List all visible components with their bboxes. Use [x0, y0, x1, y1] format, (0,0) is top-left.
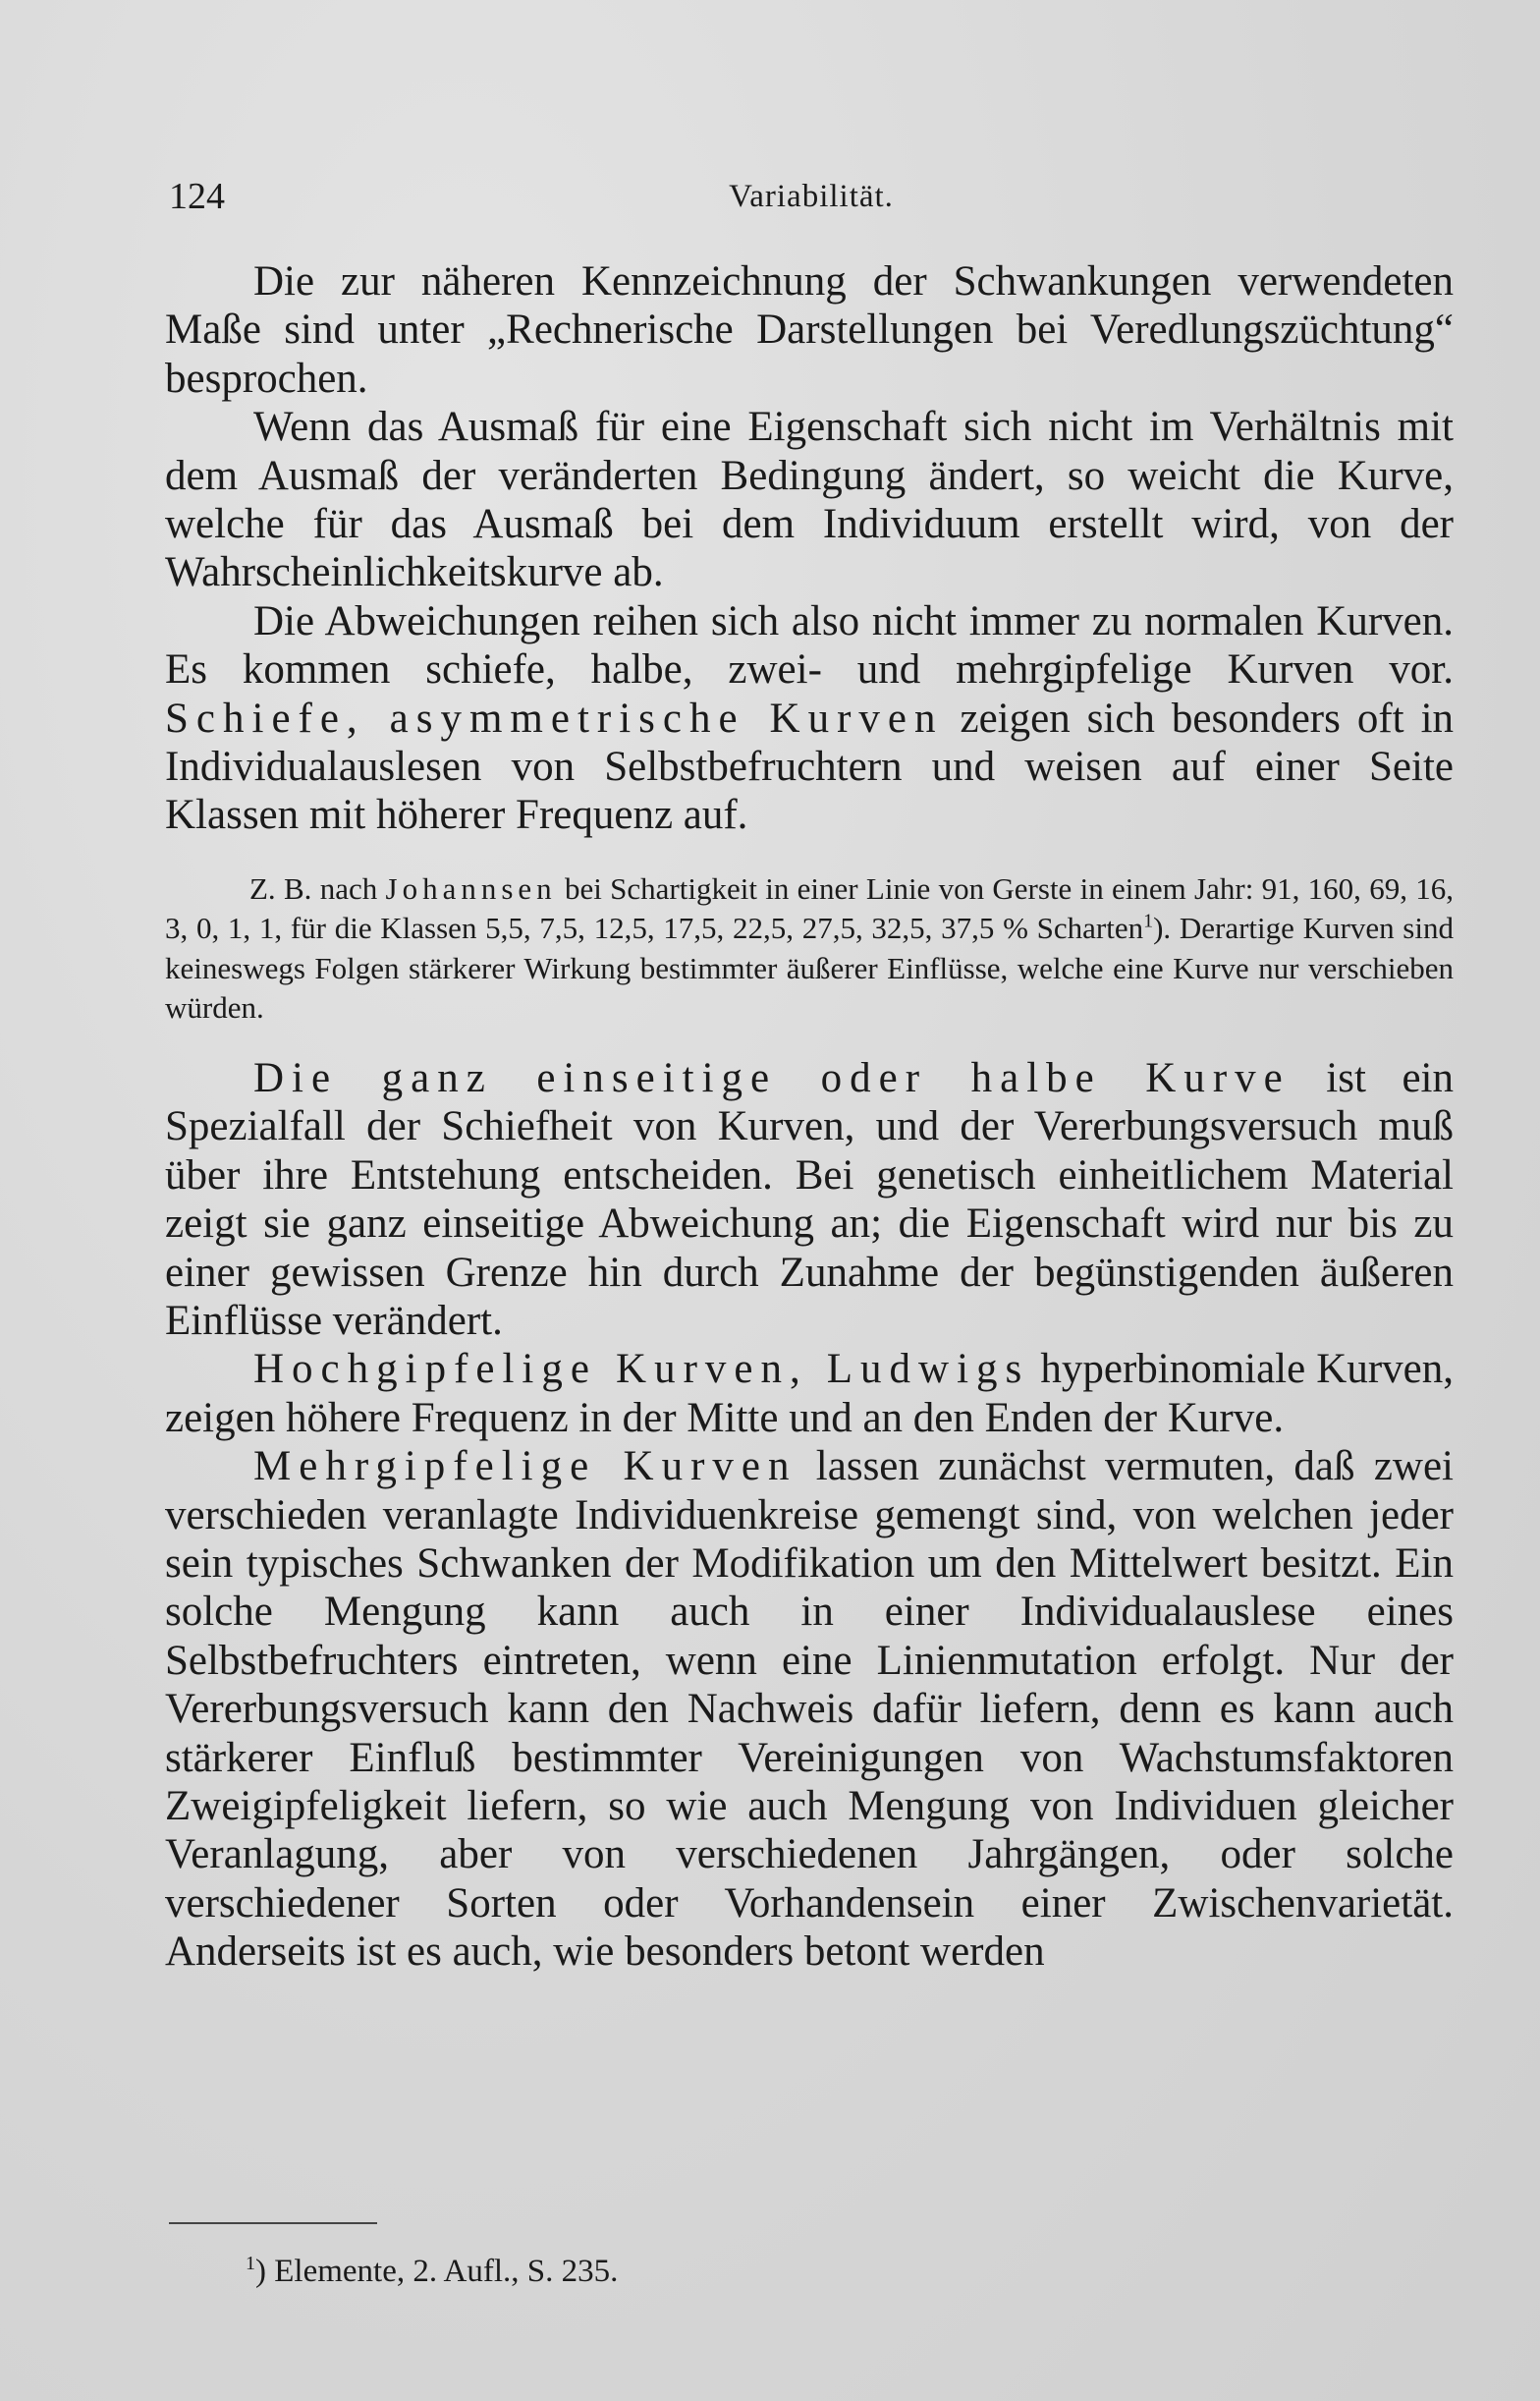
footnote: [246, 2254, 618, 2290]
paragraph-5-emphasis: Hochgipfelige Kurven, Ludwigs: [253, 1346, 1030, 1393]
footnote-reference: 1: [1143, 911, 1154, 933]
note-paragraph: [165, 869, 1454, 1029]
paragraph-3-text-b: zeigen sich besonders oft in Individualauslesen von Selbstbefruchtern und weisen auf einer Seite Klassen mit höherer Frequenz auf.: [165, 695, 1455, 839]
paragraph-4-emphasis: Die ganz einseitige oder halbe Kurve: [253, 1054, 1291, 1101]
small-print-note: [165, 869, 1454, 1029]
body-text: [165, 257, 1454, 1977]
note-author: Johannsen: [385, 870, 557, 906]
footnote-text: ) Elemente, 2. Aufl., S. 235.: [255, 2254, 619, 2289]
paragraph-2: Wenn das Ausmaß für eine Eigenschaft sich nicht im Verhältnis mit dem Ausmaß der veränderten Bedingung ändert, so weicht die Kurve, welche für das Ausmaß bei dem Individuum erstellt wird, von der Wahrscheinlichkeitskurve ab.: [165, 404, 1454, 596]
page-number: 124: [169, 176, 225, 217]
footnote-divider: [169, 2222, 377, 2224]
paragraph-3: [165, 597, 1454, 840]
paragraph-1: Die zur näheren Kennzeichnung der Schwankungen verwendeten Maße sind unter „Rechnerische Darstellungen bei Veredlungszüchtung“ besprochen.: [165, 258, 1454, 402]
note-text-a: Z. B. nach: [249, 870, 386, 906]
footnote-marker: 1: [246, 2253, 255, 2274]
paragraph-4-text: ist ein Spezialfall der Schiefheit von Kurven, und der Vererbungsversuch muß über ihre Entstehung entscheiden. Bei genetisch einheitlichem Material zeigt sie ganz einseitige Abweichung an; die Eigenschaft wird nur bis zu einer gewissen Grenze hin durch Zunahme der begünstigenden äußeren Einflüsse verändert.: [165, 1054, 1454, 1344]
paragraph-5-text: hyperbinomiale Kurven, zeigen höhere Frequenz in der Mitte und an den Enden der Kurve.: [165, 1346, 1454, 1441]
paragraph-6-emphasis: Mehrgipfelige Kurven: [253, 1443, 798, 1490]
paragraph-6: [165, 1442, 1454, 1976]
paragraph-4: [165, 1054, 1454, 1345]
page-header: [169, 175, 1454, 224]
note-text-b: bei Schartigkeit in einer Linie von Gerste in einem Jahr: 91, 160, 69, 16, 3, 0, 1, 1, für die Klassen 5,5, 7,5, 12,5, 17,5, 22,5, 27,5, 32,5, 37,5 % Scharten: [165, 870, 1454, 946]
paragraph-3-text-a: Die Abweichungen reihen sich also nicht immer zu normalen Kurven. Es kommen schiefe, halbe, zwei- und mehrgipfelige Kurven vor.: [165, 597, 1454, 694]
paragraph-3-emphasis: Schiefe, asymmetrische Kurven: [165, 695, 944, 742]
paragraph-5: [165, 1345, 1454, 1442]
running-title: Variabilität.: [729, 179, 894, 214]
paragraph-6-text: lassen zunächst vermuten, daß zwei verschieden veranlagte Individuenkreise gemengt sind, von welchen jeder sein typisches Schwanken der Modifikation um den Mittelwert besitzt. Ein solche Mengung kann auch in einer Individualauslese eines Selbstbefruchters eintreten, wenn eine Linienmutation erfolgt. Nur der Vererbungsversuch kann den Nachweis dafür liefern, denn es kann auch stärkerer Einfluß bestimmter Vereinigungen von Wachstumsfaktoren Zweigipfeligkeit liefern, so wie auch Mengung von Individuen gleicher Veranlagung, aber von verschiedenen Jahrgängen, oder solche verschiedener Sorten oder Vorhandensein einer Zwischenvarietät. Anderseits ist es auch, wie besonders betont werden: [165, 1443, 1454, 1976]
note-text-c: ). Derartige Kurven sind keineswegs Folgen stärkerer Wirkung bestimmter äußerer Einflüsse, welche eine Kurve nur verschieben würden.: [165, 911, 1454, 1026]
